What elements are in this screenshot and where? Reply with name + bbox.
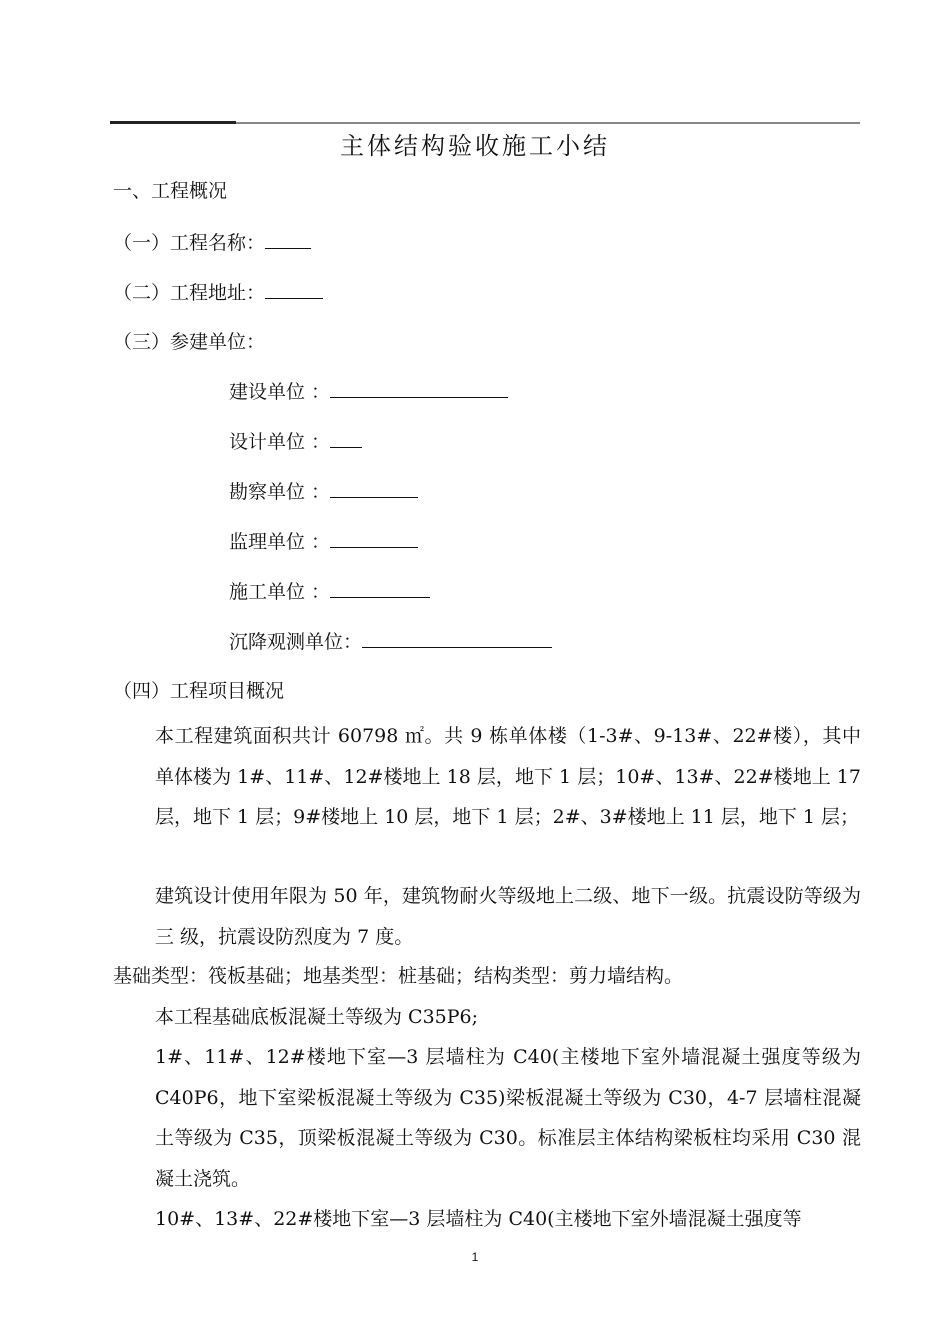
unit-row-construction: [229, 377, 508, 404]
unit-row-supervision: [229, 527, 418, 554]
document-title: 主体结构验收施工小结: [340, 132, 610, 160]
unit-label: 施工单位 ：: [229, 581, 331, 603]
project-address-row: [113, 278, 323, 305]
unit-label: 监理单位 ：: [229, 531, 331, 553]
unit-blank: [362, 629, 552, 648]
design-paragraph: [113, 876, 861, 957]
project-name-label: （一）工程名称：: [113, 232, 266, 254]
header-rule-accent: [110, 121, 236, 124]
project-address-label: （二）工程地址：: [113, 282, 266, 304]
paragraph-text: 本工程基础底板混凝土等级为 C35P6;: [155, 1006, 479, 1028]
project-address-blank: [265, 280, 323, 299]
foundation-paragraph: [113, 956, 861, 997]
unit-blank: [330, 379, 508, 398]
unit-label: 沉降观测单位：: [229, 631, 363, 653]
unit-label: 建设单位 ：: [229, 381, 331, 403]
unit-row-design: [229, 427, 362, 454]
concrete-grade-paragraph-2: [113, 1199, 861, 1239]
overview-paragraph: [113, 716, 861, 838]
concrete-base-paragraph: [113, 997, 861, 1038]
paragraph-text: 10#、13#、22#楼地下室—3 层墙柱为 C40(主楼地下室外墙混凝土强度等: [155, 1208, 802, 1230]
unit-blank: [330, 479, 418, 498]
unit-blank: [330, 579, 430, 598]
paragraph-text: 1#、11#、12#楼地下室—3 层墙柱为 C40(主楼地下室外墙混凝土强度等级为 C40P6，地下室梁板混凝土等级为 C35)梁板混凝土等级为 C30，4-7 层墙柱混凝土等级为 C35，顶梁板混凝土等级为 C30。标准层主体结构梁板柱均采用 C30 混凝土浇筑。: [155, 1046, 861, 1190]
unit-blank: [330, 429, 362, 448]
unit-label: 勘察单位 ：: [229, 481, 331, 503]
paragraph-text: 基础类型：筏板基础；地基类型：桩基础；结构类型：剪力墙结构。: [113, 965, 684, 987]
unit-row-settlement: [229, 627, 552, 654]
project-name-blank: [265, 230, 311, 249]
project-name-row: [113, 228, 311, 255]
page-number: 1: [471, 1250, 479, 1264]
unit-row-contractor: [229, 577, 430, 604]
unit-blank: [330, 529, 418, 548]
paragraph-text: 建筑设计使用年限为 50 年，建筑物耐火等级地上二级、地下一级。抗震设防等级为 三 级，抗震设防烈度为 7 度。: [155, 885, 861, 948]
unit-label: 设计单位 ：: [229, 431, 331, 453]
section-heading: 一、工程概况: [113, 180, 228, 202]
paragraph-text: 本工程建筑面积共计 60798 ㎡。共 9 栋单体楼（1-3#、9-13#、22#楼），其中单体楼为 1#、11#、12#楼地上 18 层，地下 1 层；10#、13#、22#楼地上 17 层，地下 1 层；9#楼地上 10 层，地下 1 层；2#、3#楼地上 11 层，地下 1 层；: [155, 725, 861, 828]
concrete-grade-paragraph: [113, 1037, 861, 1199]
project-overview-heading: （四）工程项目概况: [113, 680, 285, 702]
participants-heading: （三）参建单位：: [113, 331, 266, 353]
unit-row-survey: [229, 477, 418, 504]
